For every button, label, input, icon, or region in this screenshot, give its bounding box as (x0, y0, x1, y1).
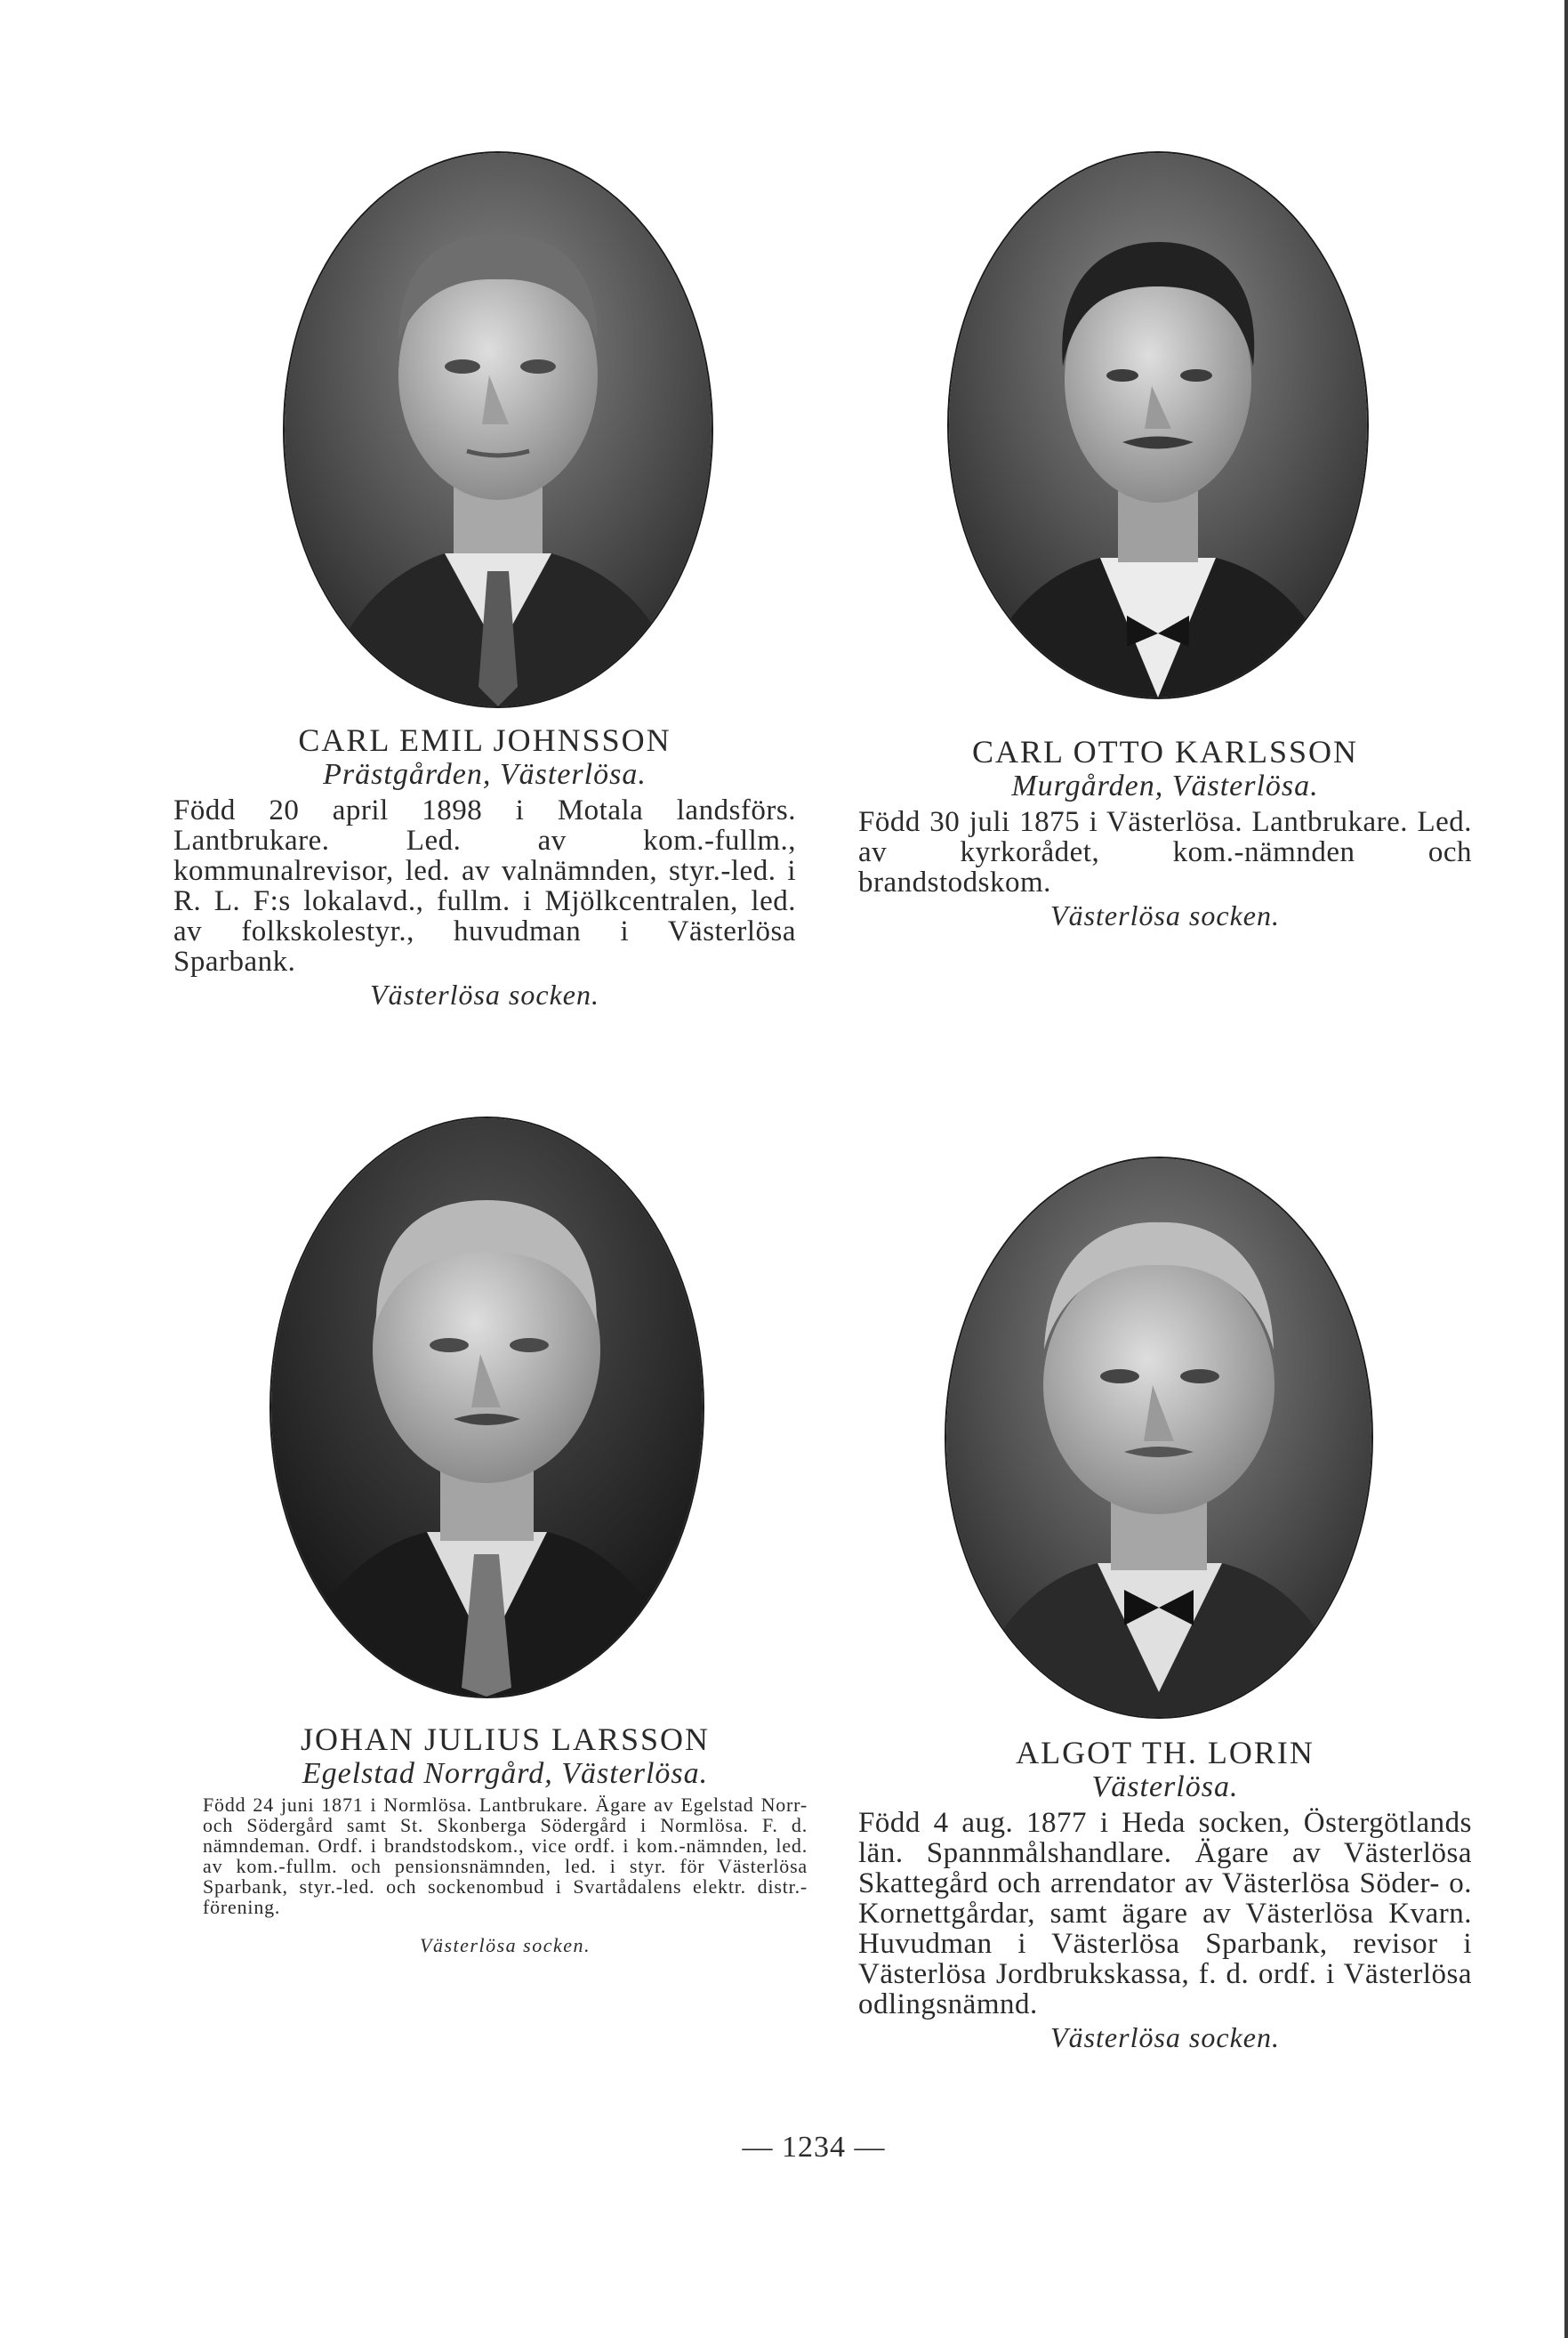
entry-bio: Född 24 juni 1871 i Normlösa. Lantbrukare. Ägare av Egelstad Norr- och Södergård samt St. Skonberga Södergård i Normlösa. F. d. nämndeman. Ordf. i brandstodskom., vice ordf. i kom.-nämnden, led. av kom.-fullm. och pensionsnämnden, led. i styr. för Västerlösa Sparbank, styr.-led. och sockenombud i Svartådalens elektr. distr.-förening. (203, 1794, 808, 1918)
entry-parish: Västerlösa socken. (1050, 2021, 1280, 2053)
page-edge (1564, 0, 1568, 2338)
entry-parish: Västerlösa socken. (1050, 899, 1280, 931)
entry-parish: Västerlösa socken. (370, 979, 599, 1011)
entry-place: Prästgården, Västerlösa. (323, 758, 647, 791)
entry-2 (858, 734, 1472, 931)
portrait-photo-3 (269, 1117, 704, 1698)
entry-name: ALGOT TH. LORIN (1016, 1735, 1315, 1770)
entry-place: Västerlösa. (1091, 1770, 1239, 1803)
portrait-photo-1 (283, 151, 713, 708)
entry-bio: Född 30 juli 1875 i Västerlösa. Lantbrukare. Led. av kyrkorådet, kom.-nämnden och brandstodskom. (858, 806, 1472, 899)
entry-place: Egelstad Norrgård, Västerlösa. (302, 1757, 709, 1790)
entry-name: CARL OTTO KARLSSON (971, 734, 1359, 770)
portrait-photo-2 (947, 151, 1369, 699)
entry-parish: Västerlösa socken. (420, 1934, 591, 1956)
entry-bio: Född 20 april 1898 i Motala landsförs. Lantbrukare. Led. av kom.-fullm., kommunalrevisor, led. av valnämnden, styr.-led. i R. L. F:s lokalavd., fullm. i Mjölkcentralen, led. av folkskolestyr., huvudman i Västerlösa Sparbank. (173, 794, 796, 978)
entry-name: JOHAN JULIUS LARSSON (300, 1721, 711, 1757)
portrait-photo-4 (945, 1157, 1373, 1719)
entry-3 (203, 1721, 808, 1962)
entry-4 (858, 1735, 1472, 2053)
entry-1 (173, 722, 796, 1011)
entry-name: CARL EMIL JOHNSSON (298, 722, 671, 758)
entry-bio: Född 4 aug. 1877 i Heda socken, Östergötlands län. Spannmålshandlare. Ägare av Västerlösa Skattegård och arrendator av Västerlösa Söder- o. Kornettgårdar, samt ägare av Västerlösa Kvarn. Huvudman i Västerlösa Sparbank, revisor i Västerlösa Jordbrukskassa, f. d. ordf. i Västerlösa odlingsnämnd. (858, 1807, 1472, 2020)
page-number: — 1234 — (742, 2131, 886, 2164)
entry-place: Murgården, Västerlösa. (1011, 770, 1319, 802)
